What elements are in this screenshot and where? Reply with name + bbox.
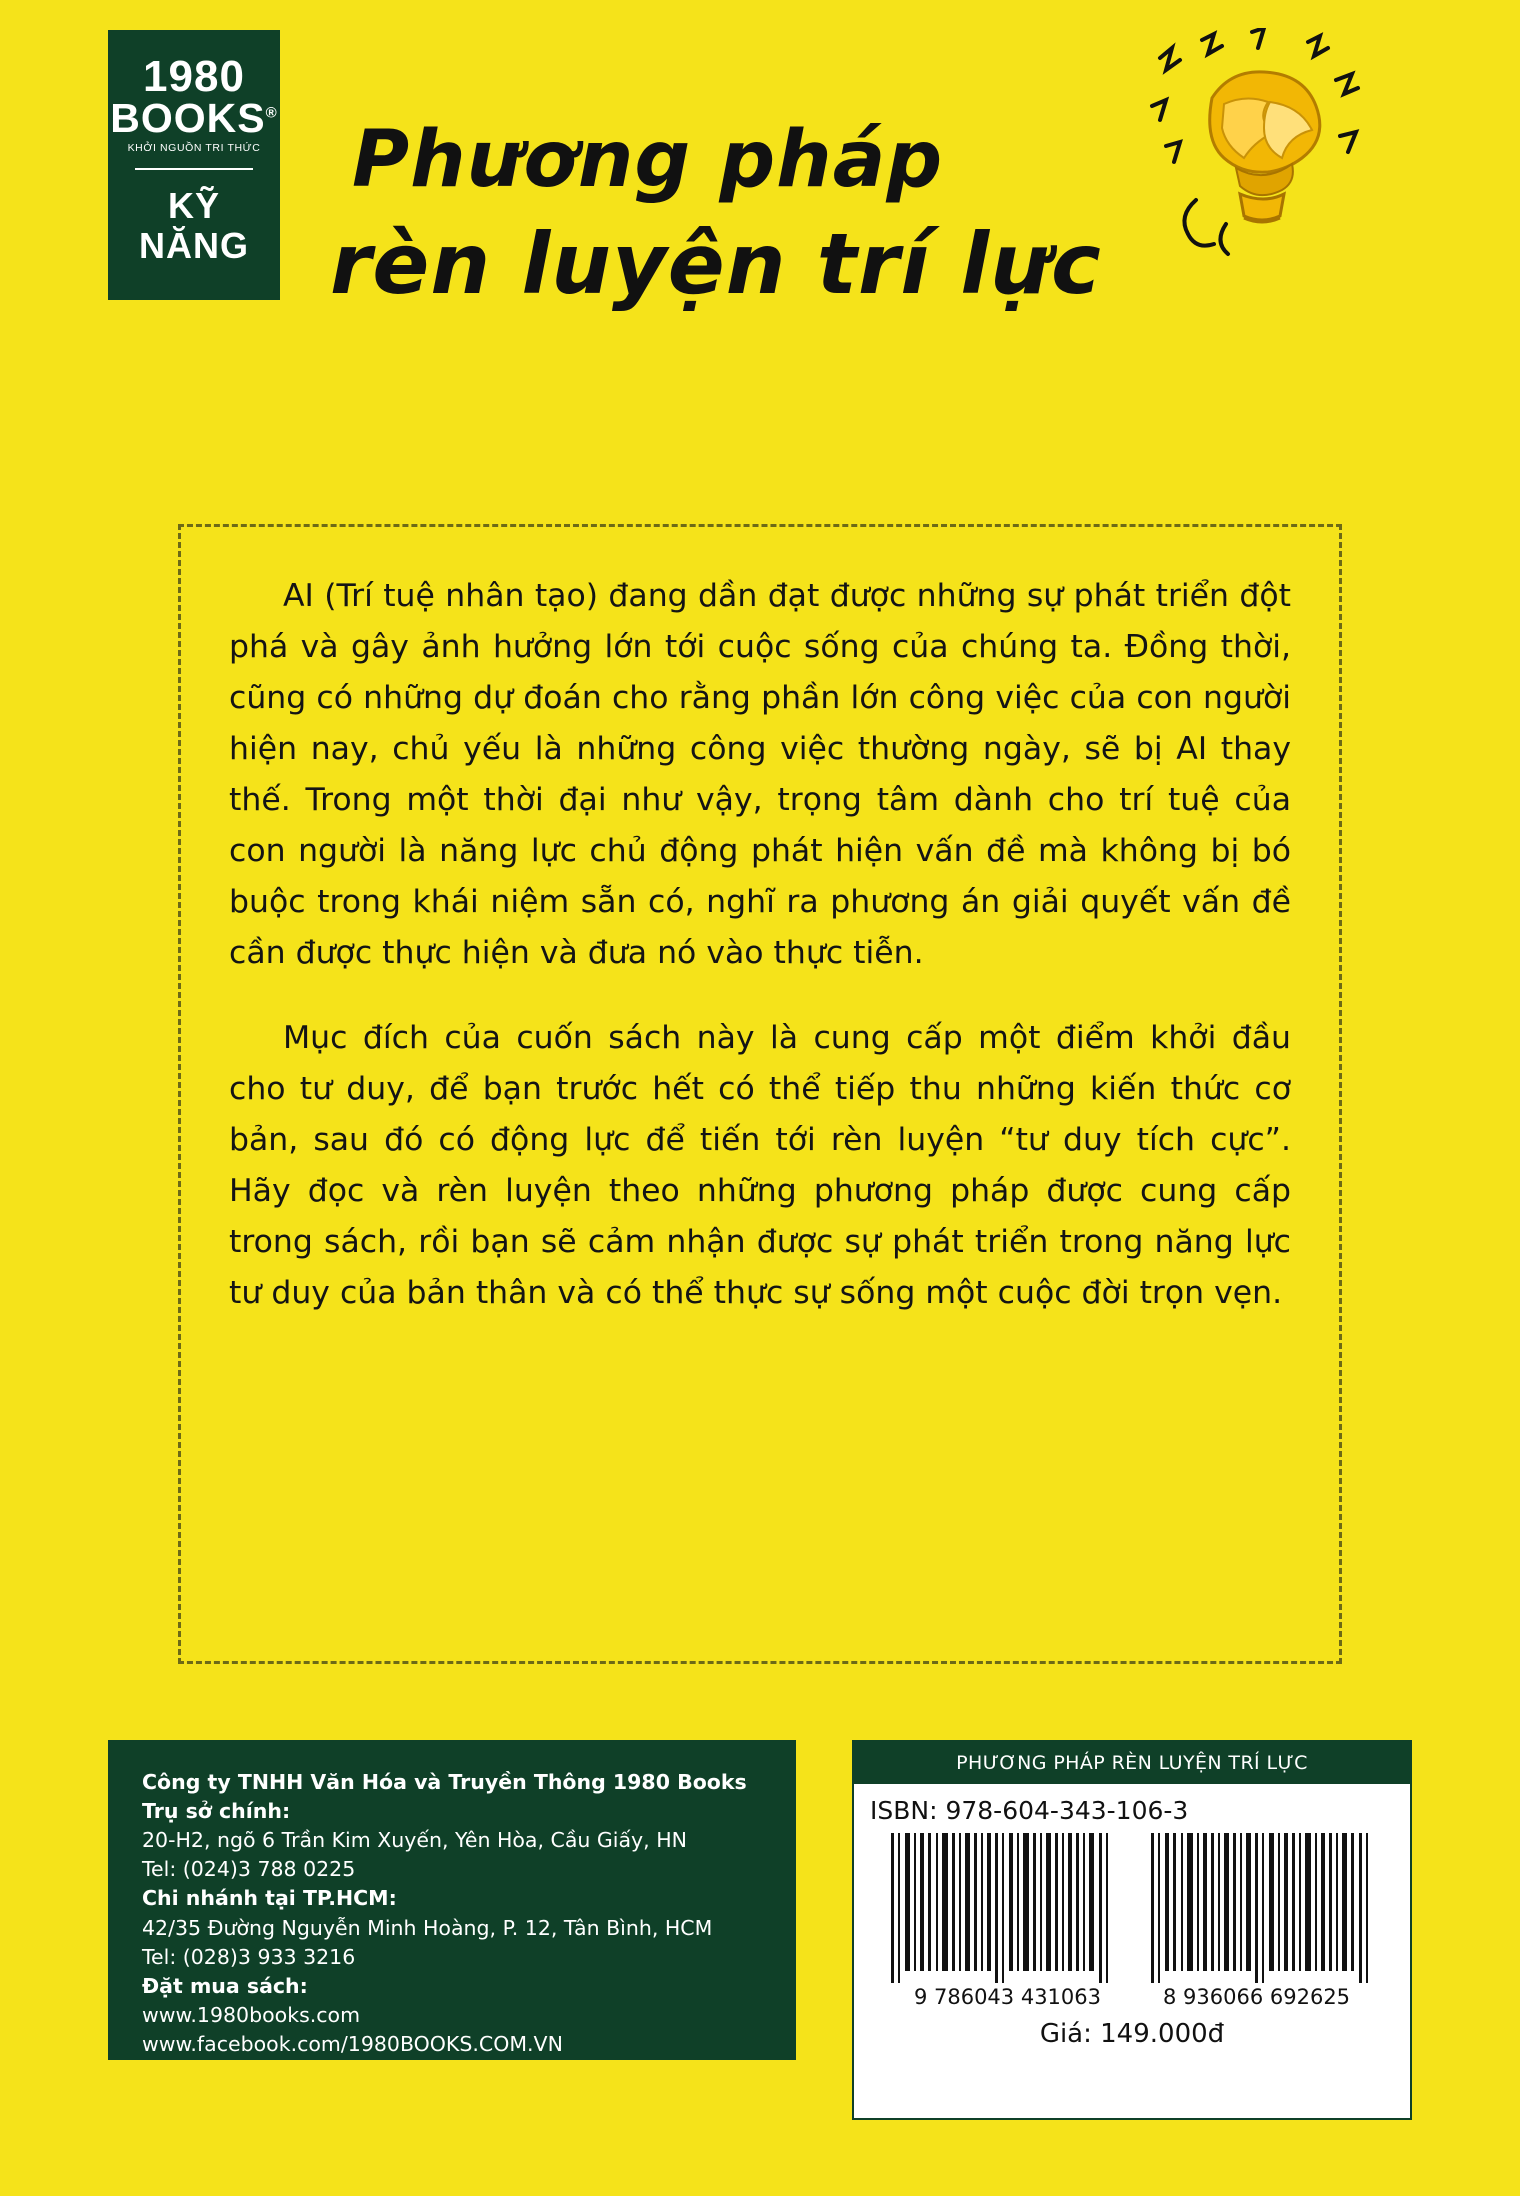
facebook-link[interactable]: www.facebook.com/1980BOOKS.COM.VN xyxy=(142,2031,563,2056)
book-title xyxy=(330,115,1260,313)
hq-label: Trụ sở chính: xyxy=(142,1799,291,1824)
branch-tel: Tel: (028)3 933 3216 xyxy=(142,1944,356,1969)
branch-label: Chi nhánh tại TP.HCM: xyxy=(142,1886,397,1911)
branch-address: 42/35 Đường Nguyễn Minh Hoàng, P. 12, Tân Bình, HCM xyxy=(142,1915,713,1940)
registered-mark-icon: ® xyxy=(265,104,278,122)
barcode-group xyxy=(854,1829,1410,1983)
category-label-line1: KỸ xyxy=(167,184,220,226)
blurb-paragraph-1: AI (Trí tuệ nhân tạo) đang dần đạt được những sự phát triển đột phá và gây ảnh hưởng lớn tới cuộc sống của chúng ta. Đồng thời, cũng có những dự đoán cho rằng phần lớn công việc của con người hiện nay, chủ yếu là những công việc thường ngày, sẽ bị AI thay thế. Trong một thời đại như vậy, trọng tâm dành cho trí tuệ của con người là năng lực chủ động phát hiện vấn đề mà không bị bó buộc trong khái niệm sẵn có, nghĩ ra phương án giải quyết vấn đề cần được thực hiện và đưa nó vào thực tiễn. xyxy=(229,578,1291,972)
barcode-isbn xyxy=(887,1833,1117,1983)
crumpled-paper-lightbulb-icon xyxy=(1140,28,1370,278)
barcode-digits-left: 9 786043 431063 xyxy=(913,1985,1101,2009)
blurb-panel xyxy=(178,524,1342,1664)
order-label: Đặt mua sách: xyxy=(142,1973,308,1998)
barcode-digits xyxy=(854,1985,1410,2009)
website-link[interactable]: www.1980books.com xyxy=(142,2002,361,2027)
publisher-name-line2 xyxy=(110,94,278,141)
publisher-books-text: BOOKS xyxy=(110,94,266,141)
blurb-paragraph-2: Mục đích của cuốn sách này là cung cấp một điểm khởi đầu cho tư duy, để bạn trước hết có thể tiếp thu những kiến thức cơ bản, sau đó có động lực để tiến tới rèn luyện “tư duy tích cực”. Hãy đọc và rèn luyện theo những phương pháp được cung cấp trong sách, rồi bạn sẽ cảm nhận được sự phát triển trong năng lực tư duy của bản thân và có thể thực sự sống một cuộc đời trọn vẹn. xyxy=(229,1020,1291,1312)
publisher-tagline: KHỞI NGUỒN TRI THỨC xyxy=(127,141,261,154)
publisher-badge xyxy=(108,30,280,300)
title-line-2: rèn luyện trí lực xyxy=(330,214,1102,313)
isbn-box-title: PHƯƠNG PHÁP RÈN LUYỆN TRÍ LỰC xyxy=(854,1742,1410,1784)
hq-tel: Tel: (024)3 788 0225 xyxy=(142,1857,356,1882)
isbn-number: ISBN: 978-604-343-106-3 xyxy=(870,1796,1189,1825)
price-label: Giá: 149.000đ xyxy=(1039,2019,1225,2049)
barcode-digits-right: 8 936066 692625 xyxy=(1163,1985,1351,2009)
barcode-product xyxy=(1147,1833,1377,1983)
company-name: Công ty TNHH Văn Hóa và Truyền Thông 1980 Books xyxy=(142,1770,747,1794)
publisher-contact-box xyxy=(108,1740,796,2060)
isbn-barcode-box xyxy=(852,1740,1412,2120)
title-line-1: Phương pháp xyxy=(352,115,944,205)
hq-address: 20-H2, ngõ 6 Trần Kim Xuyến, Yên Hòa, Cầu Giấy, HN xyxy=(142,1828,687,1853)
divider xyxy=(135,168,253,170)
category-label-line2: NĂNG xyxy=(139,225,249,267)
publisher-name-line1: 1980 xyxy=(143,52,245,101)
